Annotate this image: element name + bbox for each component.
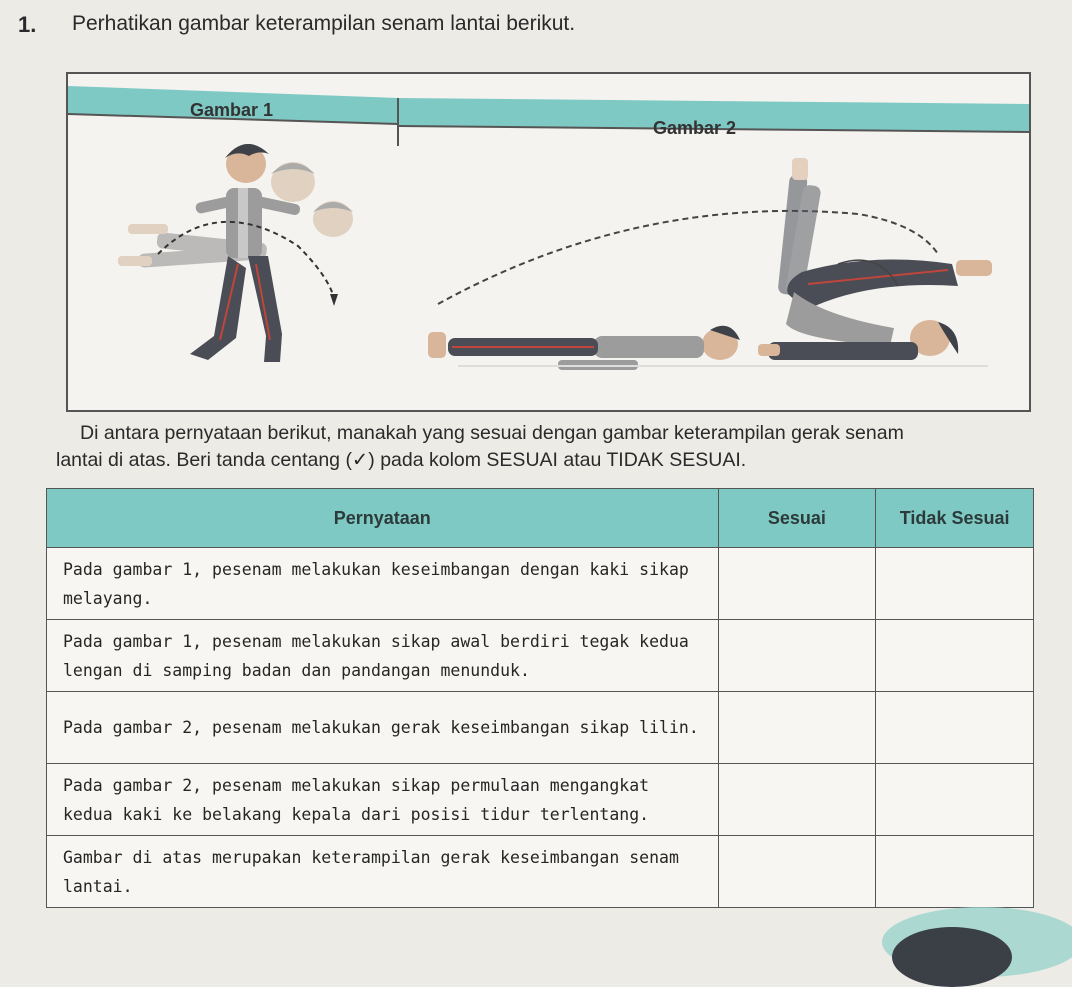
table-row xyxy=(47,836,1034,908)
statement-text: Pada gambar 2, pesenam melakukan sikap permulaan mengangkat kedua kaki ke belakang kepala dari posisi tidur terlentang. xyxy=(47,764,719,836)
table-row xyxy=(47,620,1034,692)
sesuai-checkbox-cell[interactable] xyxy=(718,548,876,620)
header-sesuai: Sesuai xyxy=(718,489,876,548)
table-row xyxy=(47,764,1034,836)
statement-table xyxy=(46,488,1034,908)
tidak-sesuai-checkbox-cell[interactable] xyxy=(876,548,1034,620)
sesuai-checkbox-cell[interactable] xyxy=(718,620,876,692)
sesuai-checkbox-cell[interactable] xyxy=(718,692,876,764)
gymnast-figure-1-illustration xyxy=(98,144,398,394)
header-gambar-2: Gambar 2 xyxy=(653,118,737,138)
header-pernyataan: Pernyataan xyxy=(47,489,719,548)
instructions-line-1: Di antara pernyataan berikut, manakah yang sesuai dengan gambar keterampilan gerak senam xyxy=(80,422,904,444)
gymnast-figure-2-illustration xyxy=(408,144,1023,404)
statement-text: Pada gambar 1, pesenam melakukan sikap awal berdiri tegak kedua lengan di samping badan dan pandangan menunduk. xyxy=(47,620,719,692)
tidak-sesuai-checkbox-cell[interactable] xyxy=(876,764,1034,836)
table-row xyxy=(47,548,1034,620)
decorative-corner-shadow xyxy=(892,927,1012,987)
question-text: Perhatikan gambar keterampilan senam lantai berikut. xyxy=(72,12,576,35)
statement-text: Pada gambar 2, pesenam melakukan gerak keseimbangan sikap lilin. xyxy=(47,692,719,764)
table-header-row xyxy=(47,489,1034,548)
tidak-sesuai-checkbox-cell[interactable] xyxy=(876,692,1034,764)
question-number: 1. xyxy=(18,12,37,37)
tidak-sesuai-checkbox-cell[interactable] xyxy=(876,620,1034,692)
header-gambar-1: Gambar 1 xyxy=(190,100,274,120)
instructions xyxy=(56,420,1030,474)
header-tidak-sesuai: Tidak Sesuai xyxy=(876,489,1034,548)
sesuai-checkbox-cell[interactable] xyxy=(718,836,876,908)
sesuai-checkbox-cell[interactable] xyxy=(718,764,876,836)
tidak-sesuai-checkbox-cell[interactable] xyxy=(876,836,1034,908)
instructions-line-2: lantai di atas. Beri tanda centang (✓) pada kolom SESUAI atau TIDAK SESUAI. xyxy=(56,449,747,471)
table-row xyxy=(47,692,1034,764)
illustration-table xyxy=(66,72,1031,412)
statement-text: Pada gambar 1, pesenam melakukan keseimbangan dengan kaki sikap melayang. xyxy=(47,548,719,620)
statement-text: Gambar di atas merupakan keterampilan gerak keseimbangan senam lantai. xyxy=(47,836,719,908)
